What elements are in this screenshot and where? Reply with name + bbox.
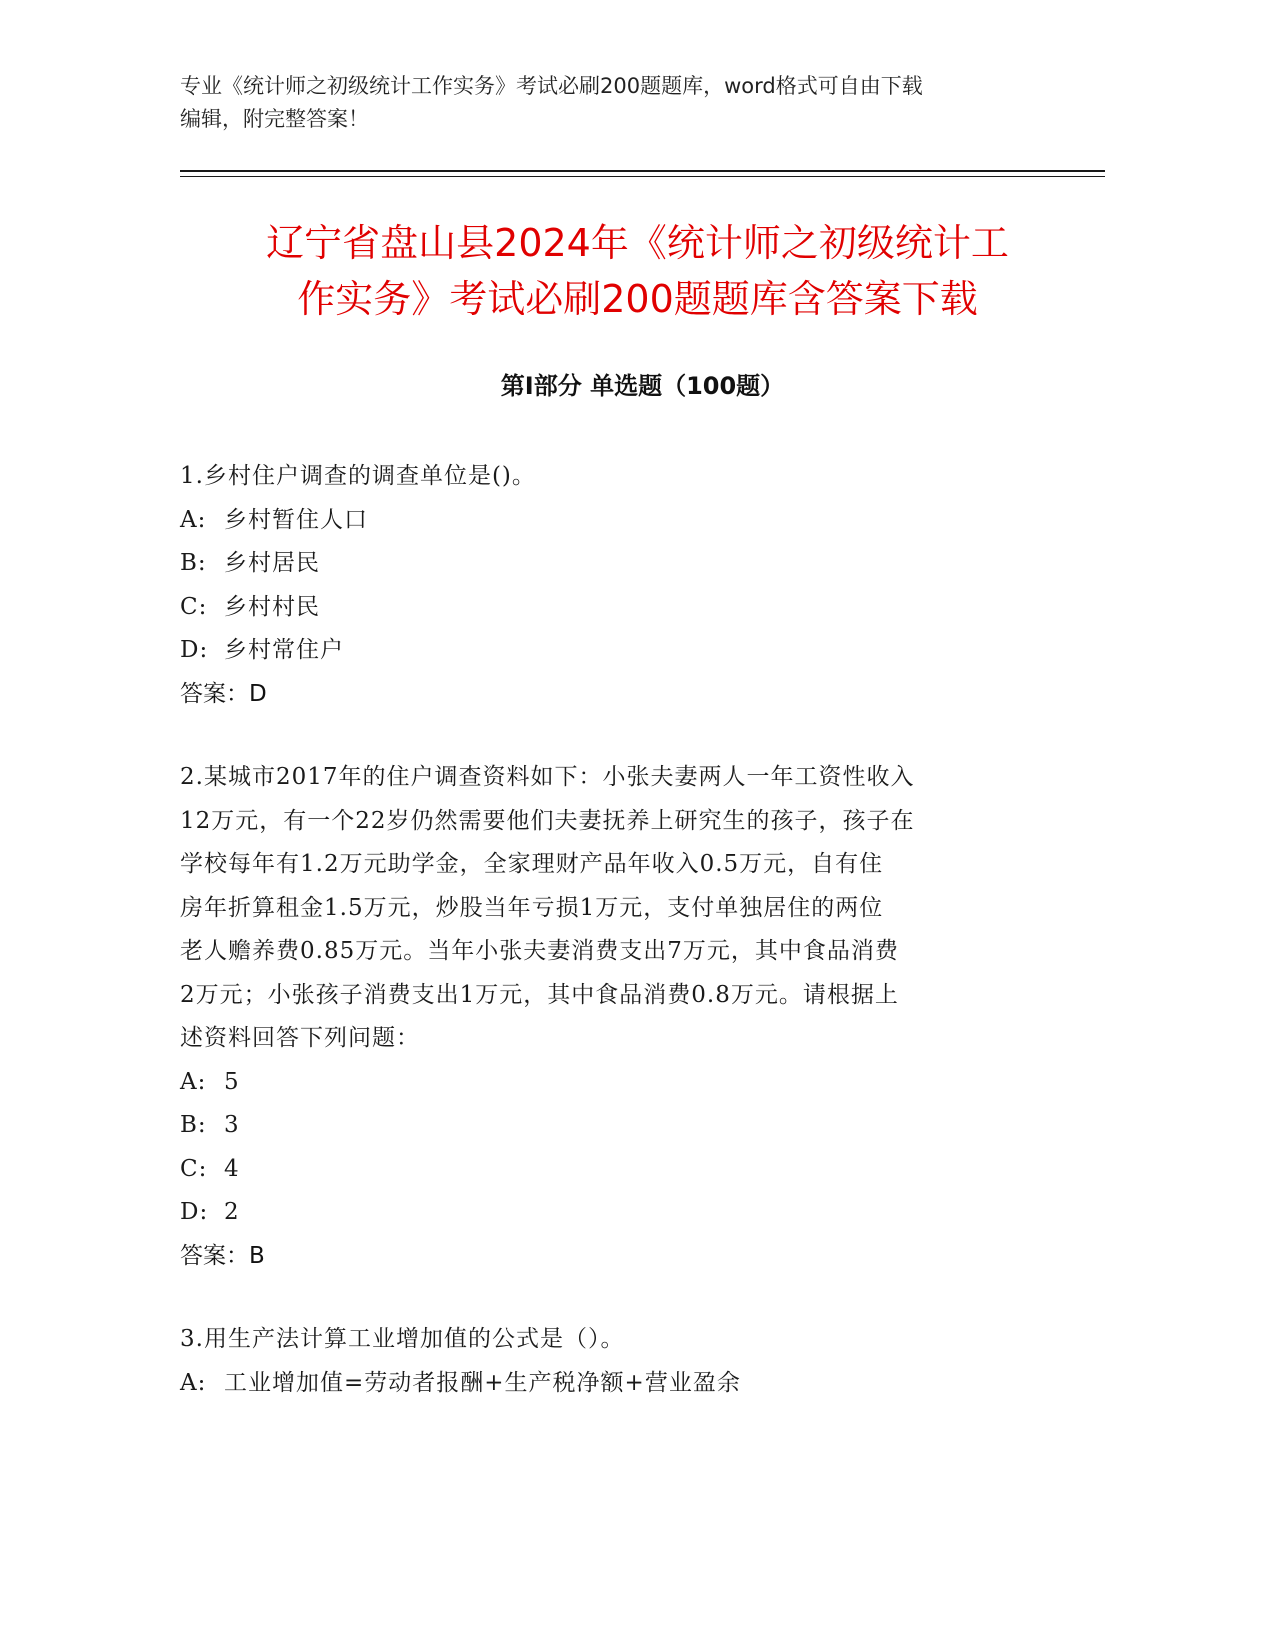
question-option [180, 1104, 1040, 1148]
option-text: 乡村村民 [224, 593, 320, 620]
document-title-line: 作实务》考试必刷200题题库含答案下载 [297, 277, 978, 321]
option-text: 5 [224, 1068, 240, 1095]
option-text: 3 [224, 1112, 240, 1138]
option-letter: C: [180, 593, 208, 620]
option-letter: B: [180, 1112, 207, 1138]
document-title-line: 辽宁省盘山县2024年《统计师之初级统计工 [266, 221, 1009, 265]
option-letter: D: [180, 637, 209, 663]
question-stem: 1.乡村住户调查的调查单位是()。 [180, 463, 536, 489]
question-option [180, 499, 1040, 543]
option-text: 乡村常住户 [224, 637, 344, 663]
question-stem-line: 述资料回答下列问题： [180, 1025, 420, 1051]
option-text: 2 [224, 1199, 240, 1225]
question-stem-line: 房年折算租金1.5万元，炒股当年亏损1万元，支付单独居住的两位 [180, 894, 884, 921]
question-item [180, 455, 1040, 716]
option-text: 工业增加值=劳动者报酬+生产税净额+营业盈余 [224, 1369, 741, 1396]
option-letter: A: [180, 1369, 207, 1396]
question-option [180, 542, 1040, 586]
option-letter: B: [180, 550, 207, 576]
question-option [180, 1061, 1040, 1105]
question-answer: 答案：B [180, 1242, 265, 1269]
option-letter: A: [180, 1068, 207, 1095]
header-rule-thin [180, 176, 1105, 177]
question-list [180, 455, 1040, 1445]
question-stem: 3.用生产法计算工业增加值的公式是（）。 [180, 1326, 625, 1352]
document-title [150, 215, 1125, 327]
option-text: 乡村暂住人口 [224, 506, 368, 533]
option-text: 4 [224, 1155, 240, 1182]
question-stem-line: 老人赡养费0.85万元。当年小张夫妻消费支出7万元，其中食品消费 [180, 938, 899, 964]
option-letter: A: [180, 506, 207, 533]
question-answer: 答案：D [180, 680, 267, 707]
question-item [180, 756, 1040, 1278]
header-note-line: 专业《统计师之初级统计工作实务》考试必刷200题题库，word格式可自由下载 [180, 74, 923, 98]
question-option [180, 1362, 1040, 1406]
header-rule-thick [180, 170, 1105, 172]
question-item [180, 1318, 1040, 1405]
question-stem-line: 2万元；小张孩子消费支出1万元，其中食品消费0.8万元。请根据上 [180, 981, 899, 1008]
question-option [180, 1191, 1040, 1235]
header-note-line: 编辑，附完整答案！ [180, 107, 369, 131]
section-title: 第Ⅰ部分 单选题（100题） [500, 372, 785, 400]
option-letter: C: [180, 1155, 208, 1182]
question-stem-line: 2.某城市2017年的住户调查资料如下：小张夫妻两人一年工资性收入 [180, 764, 915, 790]
option-letter: D: [180, 1199, 209, 1225]
question-stem-line: 12万元，有一个22岁仍然需要他们夫妻抚养上研究生的孩子，孩子在 [180, 807, 915, 834]
question-option [180, 586, 1040, 630]
option-text: 乡村居民 [224, 550, 320, 576]
question-option [180, 1148, 1040, 1192]
question-stem-line: 学校每年有1.2万元助学金，全家理财产品年收入0.5万元，自有住 [180, 851, 884, 877]
header-note [180, 70, 1080, 136]
question-option [180, 629, 1040, 673]
